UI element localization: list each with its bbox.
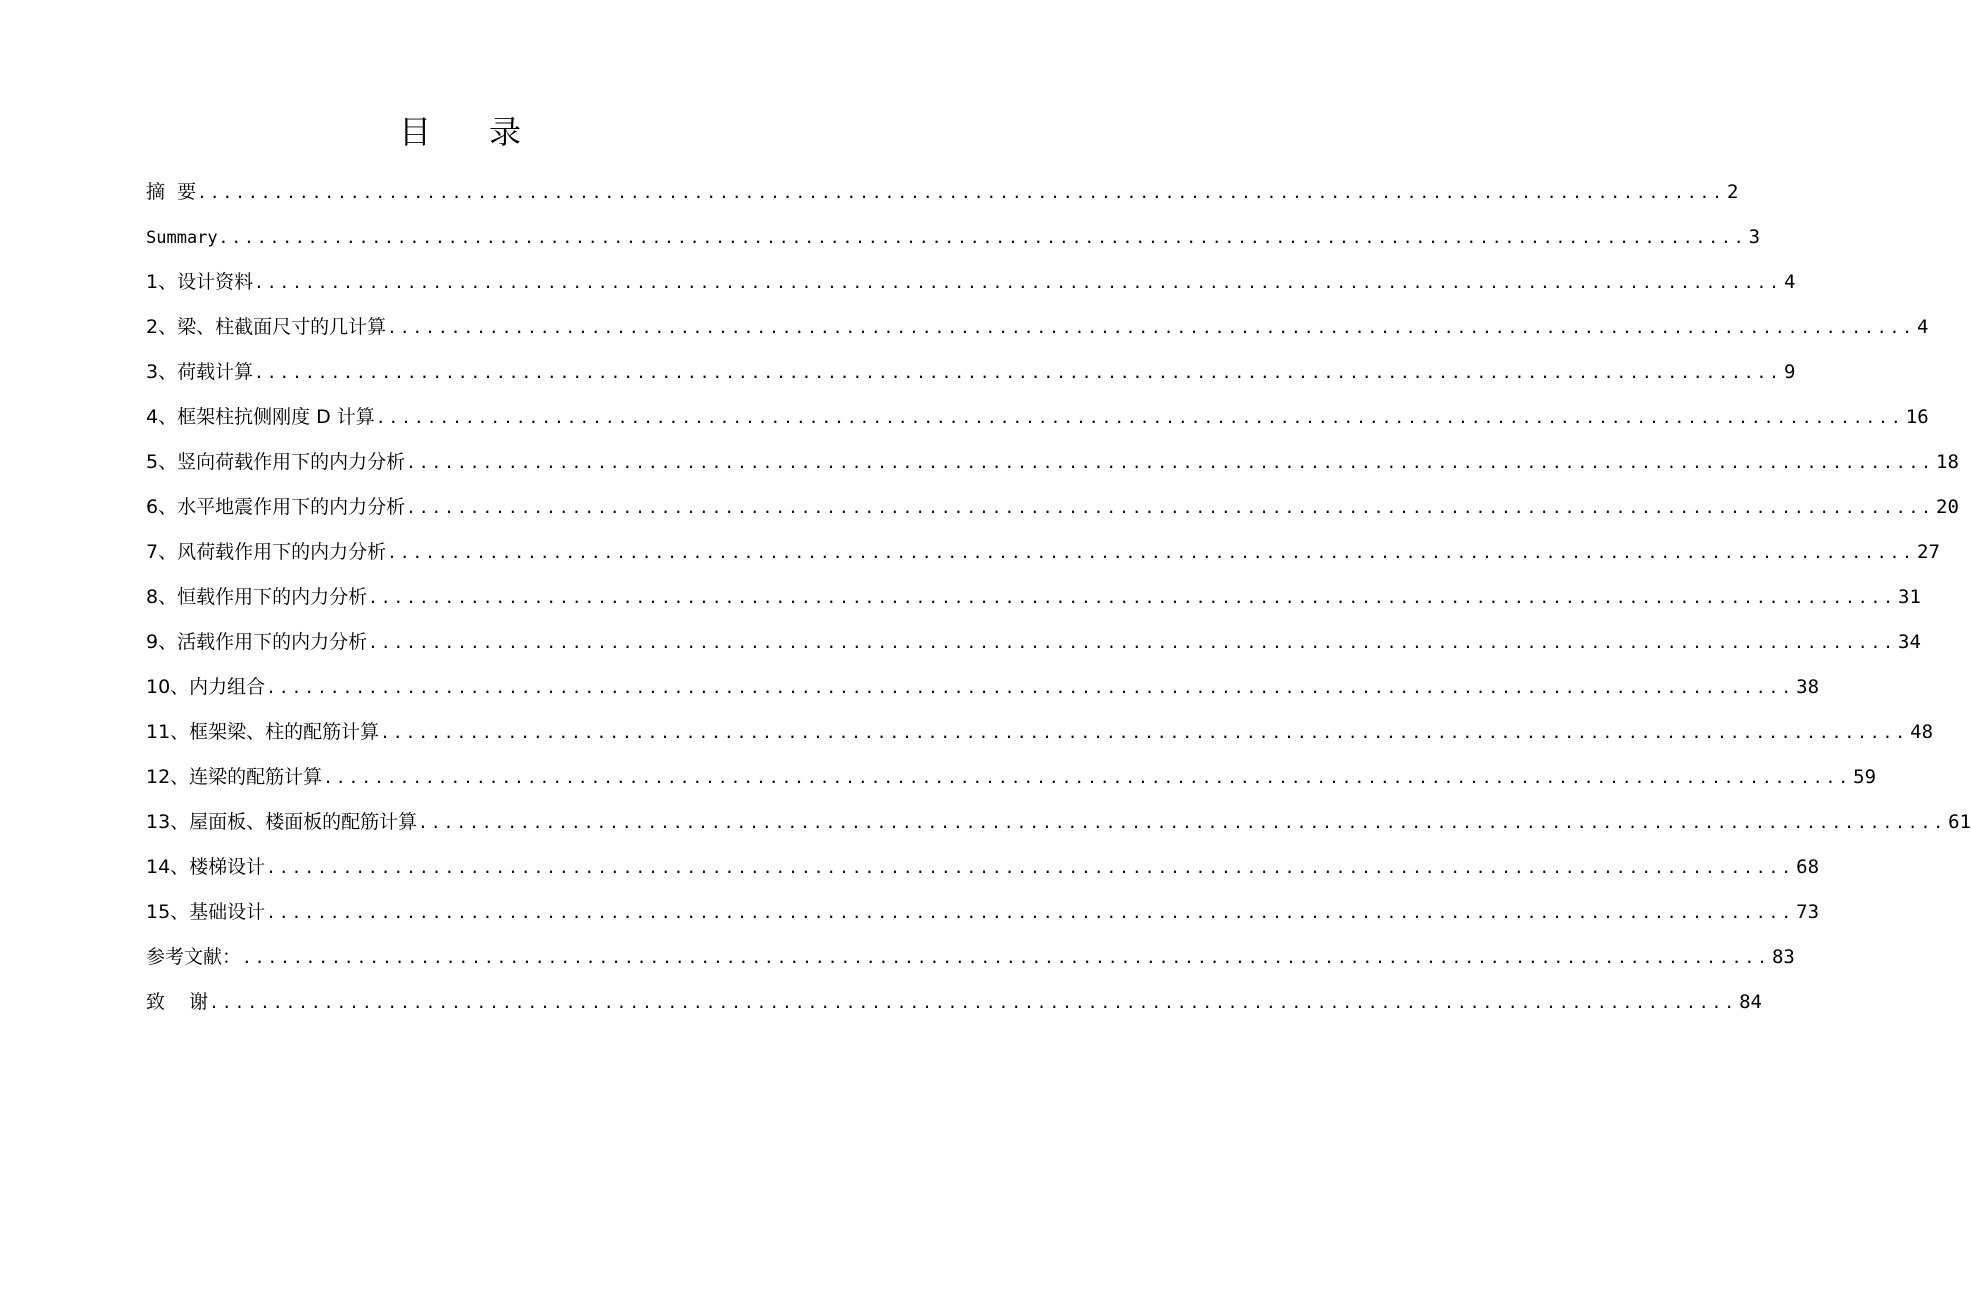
toc-entry-label: 13、屋面板、楼面板的配筋计算: [146, 811, 418, 833]
toc-entry-page: 84: [1739, 991, 1762, 1013]
toc-entry-page: 61: [1948, 811, 1971, 833]
toc-entry-label: 致 谢: [146, 991, 209, 1013]
toc-leader-dots: ........................................................................................................................: [242, 948, 1770, 967]
toc-entry-page: 31: [1898, 586, 1921, 608]
toc-entry-2[interactable]: [146, 305, 1929, 350]
toc-entry-page: 27: [1917, 541, 1940, 563]
toc-entry-label: 3、荷载计算: [146, 361, 254, 383]
title-char-1: 目: [398, 113, 431, 151]
toc-entry-summary[interactable]: [146, 215, 1761, 260]
toc-entry-9[interactable]: [146, 620, 1921, 665]
table-of-contents: [146, 170, 1971, 1025]
toc-entry-page: 34: [1898, 631, 1921, 653]
toc-entry-label: 参考文献：: [146, 946, 242, 968]
toc-entry-page: 4: [1784, 271, 1796, 293]
toc-leader-dots: ........................................................................................................................: [197, 183, 1726, 202]
toc-entry-page: 38: [1796, 676, 1820, 698]
toc-leader-dots: ........................................................................................................................: [375, 408, 1904, 427]
title-char-2: 录: [489, 113, 522, 151]
toc-entry-page: 3: [1748, 226, 1761, 248]
toc-entry-13[interactable]: [146, 800, 1971, 845]
toc-entry-8[interactable]: [146, 575, 1921, 620]
toc-entry-page: 4: [1917, 316, 1929, 338]
toc-entry-label: 14、楼梯设计: [146, 856, 266, 878]
toc-entry-label: 8、恒载作用下的内力分析: [146, 586, 368, 608]
toc-leader-dots: ........................................................................................................................: [380, 723, 1909, 742]
toc-entry-page: 2: [1727, 181, 1739, 203]
toc-leader-dots: ........................................................................................................................: [418, 813, 1947, 832]
toc-entry-page: 16: [1905, 406, 1929, 428]
toc-entry-7[interactable]: [146, 530, 1940, 575]
toc-entry-label: 7、风荷载作用下的内力分析: [146, 541, 387, 563]
page-title: [0, 108, 920, 156]
toc-entry-12[interactable]: [146, 755, 1877, 800]
toc-entry-page: 73: [1796, 901, 1820, 923]
toc-leader-dots: ........................................................................................................................: [254, 363, 1783, 382]
toc-entry-acknowledgements[interactable]: [146, 980, 1762, 1025]
toc-entry-label: 9、活载作用下的内力分析: [146, 631, 368, 653]
toc-entry-6[interactable]: [146, 485, 1959, 530]
toc-entry-3[interactable]: [146, 350, 1796, 395]
toc-entry-label: 6、水平地震作用下的内力分析: [146, 496, 406, 518]
toc-leader-dots: ........................................................................................................................: [368, 588, 1897, 607]
toc-entry-label: Summary: [146, 228, 218, 248]
toc-entry-label: 11、框架梁、柱的配筋计算: [146, 721, 380, 743]
toc-entry-label: 10、内力组合: [146, 676, 266, 698]
toc-entry-4[interactable]: [146, 395, 1929, 440]
toc-entry-1[interactable]: [146, 260, 1796, 305]
toc-entry-page: 9: [1784, 361, 1796, 383]
toc-entry-references[interactable]: [146, 935, 1795, 980]
toc-leader-dots: ........................................................................................................................: [387, 318, 1916, 337]
toc-leader-dots: ........................................................................................................................: [209, 993, 1738, 1012]
toc-entry-label: 5、竖向荷载作用下的内力分析: [146, 451, 406, 473]
toc-entry-15[interactable]: [146, 890, 1820, 935]
toc-entry-page: 18: [1936, 451, 1959, 473]
toc-leader-dots: ........................................................................................................................: [266, 858, 1795, 877]
toc-leader-dots: ........................................................................................................................: [323, 768, 1852, 787]
toc-entry-label: 1、设计资料: [146, 271, 254, 293]
toc-leader-dots: ........................................................................................................................: [218, 228, 1747, 247]
toc-leader-dots: ........................................................................................................................: [368, 633, 1897, 652]
toc-entry-page: 59: [1853, 766, 1877, 788]
toc-entry-page: 48: [1910, 721, 1934, 743]
toc-leader-dots: ........................................................................................................................: [266, 903, 1795, 922]
toc-leader-dots: ........................................................................................................................: [406, 453, 1935, 472]
toc-entry-label: 12、连梁的配筋计算: [146, 766, 323, 788]
toc-entry-14[interactable]: [146, 845, 1820, 890]
toc-entry-5[interactable]: [146, 440, 1959, 485]
toc-entry-label: 4、框架柱抗侧刚度 D 计算: [146, 406, 375, 428]
toc-entry-label: 2、梁、柱截面尺寸的几计算: [146, 316, 387, 338]
toc-leader-dots: ........................................................................................................................: [406, 498, 1935, 517]
toc-leader-dots: ........................................................................................................................: [254, 273, 1783, 292]
toc-entry-page: 20: [1936, 496, 1959, 518]
toc-leader-dots: ........................................................................................................................: [387, 543, 1916, 562]
toc-entry-page: 83: [1771, 946, 1795, 968]
toc-entry-10[interactable]: [146, 665, 1820, 710]
toc-entry-11[interactable]: [146, 710, 1934, 755]
toc-entry-abstract[interactable]: [146, 170, 1739, 215]
toc-entry-label: 15、基础设计: [146, 901, 266, 923]
toc-leader-dots: ........................................................................................................................: [266, 678, 1795, 697]
toc-entry-label: 摘 要: [146, 181, 197, 203]
toc-entry-page: 68: [1796, 856, 1820, 878]
